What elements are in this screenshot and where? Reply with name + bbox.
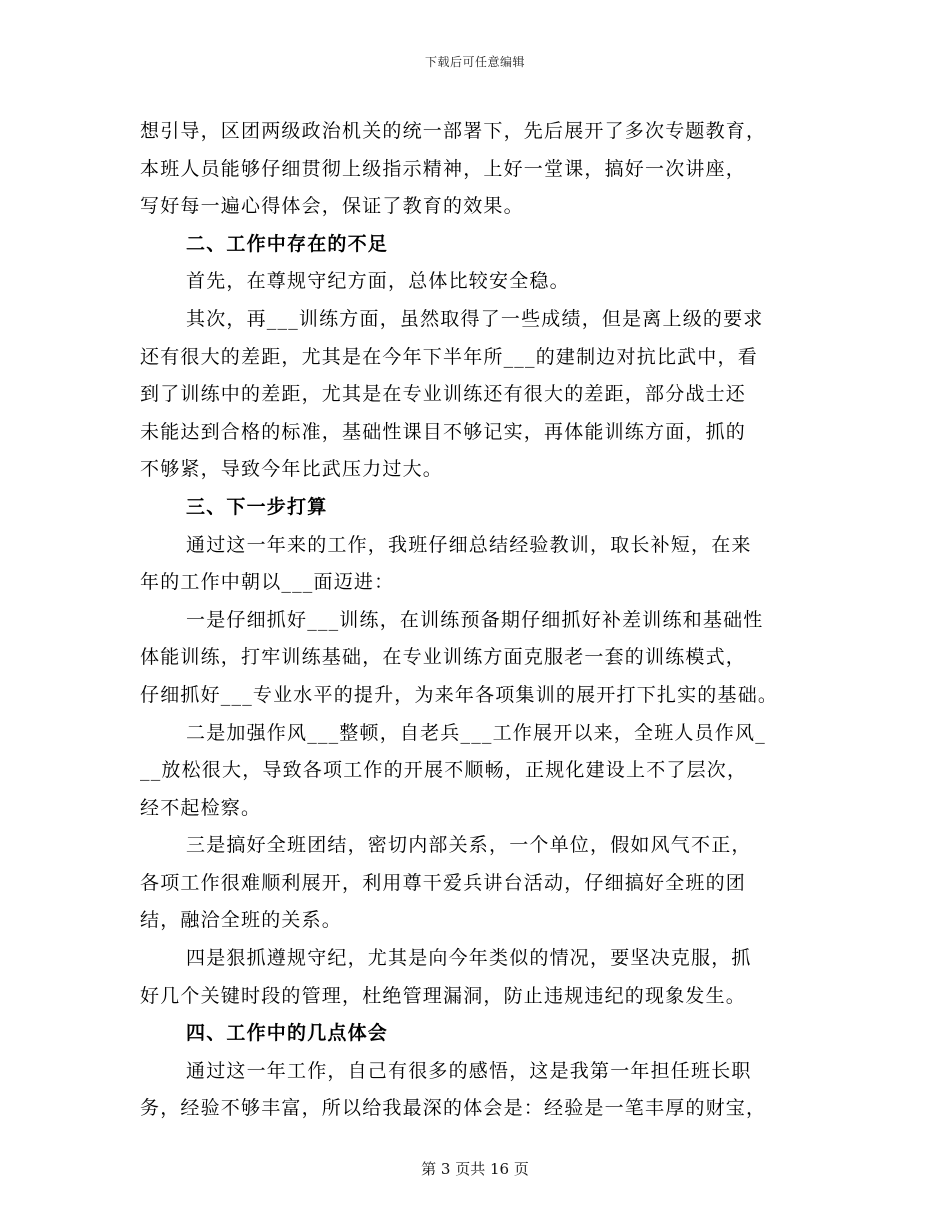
section-heading: 三、下一步打算: [186, 495, 328, 518]
paragraph-line: 本班人员能够仔细贯彻上级指示精神，上好一堂课，搞好一次讲座，: [140, 157, 747, 180]
paragraph-line: 到了训练中的差距，尤其是在专业训练还有很大的差距，部分战士还: [140, 383, 747, 406]
paragraph-line: __放松很大，导致各项工作的开展不顺畅，正规化建设上不了层次，: [140, 759, 748, 782]
paragraph-line: 首先，在尊规守纪方面，总体比较安全稳。: [186, 270, 570, 293]
paragraph-line: 一是仔细抓好___训练，在训练预备期仔细抓好补差训练和基础性: [186, 608, 764, 631]
paragraph-line: 其次，再___训练方面，虽然取得了一些成绩，但是离上级的要求: [186, 307, 764, 330]
paragraph-line: 好几个关键时段的管理，杜绝管理漏洞，防止违规违纪的现象发生。: [140, 984, 747, 1007]
paragraph-line: 各项工作很难顺利展开，利用尊干爱兵讲台活动，仔细搞好全班的团: [140, 871, 747, 894]
paragraph-line: 务，经验不够丰富，所以给我最深的体会是：经验是一笔丰厚的财宝，: [140, 1097, 767, 1120]
paragraph-line: 未能达到合格的标准，基础性课目不够记实，再体能训练方面，抓的: [140, 420, 747, 443]
section-heading: 二、工作中存在的不足: [186, 232, 389, 255]
section-heading: 四、工作中的几点体会: [186, 1022, 389, 1045]
paragraph-line: 二是加强作风___整顿，自老兵___工作展开以来，全班人员作风_: [186, 721, 766, 744]
paragraph-line: 想引导，区团两级政治机关的统一部署下，先后展开了多次专题教育，: [140, 120, 767, 142]
paragraph-line: 年的工作中朝以___面迈进：: [140, 571, 395, 594]
paragraph-line: 四是狠抓遵规守纪，尤其是向今年类似的情况，要坚决克服，抓: [186, 947, 752, 970]
paragraph-line: 还有很大的差距，尤其是在今年下半年所___的建制边对抗比武中，看: [140, 345, 758, 368]
page-header-note: 下载后可任意编辑: [424, 55, 525, 69]
paragraph-line: 仔细抓好___专业水平的提升，为来年各项集训的展开打下扎实的基础。: [140, 683, 779, 706]
paragraph-line: 通过这一年来的工作，我班仔细总结经验教训，取长补短，在来: [186, 533, 752, 556]
paragraph-line: 通过这一年工作，自己有很多的感悟，这是我第一年担任班长职: [186, 1059, 752, 1082]
paragraph-line: 写好每一遍心得体会，保证了教育的效果。: [140, 195, 524, 218]
page-footer: 第 3 页共 16 页: [421, 1160, 529, 1178]
paragraph-line: 结，融洽全班的关系。: [140, 909, 343, 932]
document-body: [140, 113, 820, 1128]
paragraph-line: 不够紧，导致今年比武压力过大。: [140, 458, 444, 481]
paragraph-line: 体能训练，打牢训练基础，在专业训练方面克服老一套的训练模式，: [140, 646, 747, 669]
paragraph-line: 三是搞好全班团结，密切内部关系，一个单位，假如风气不正，: [186, 834, 752, 857]
paragraph-line: 经不起检察。: [140, 796, 262, 819]
